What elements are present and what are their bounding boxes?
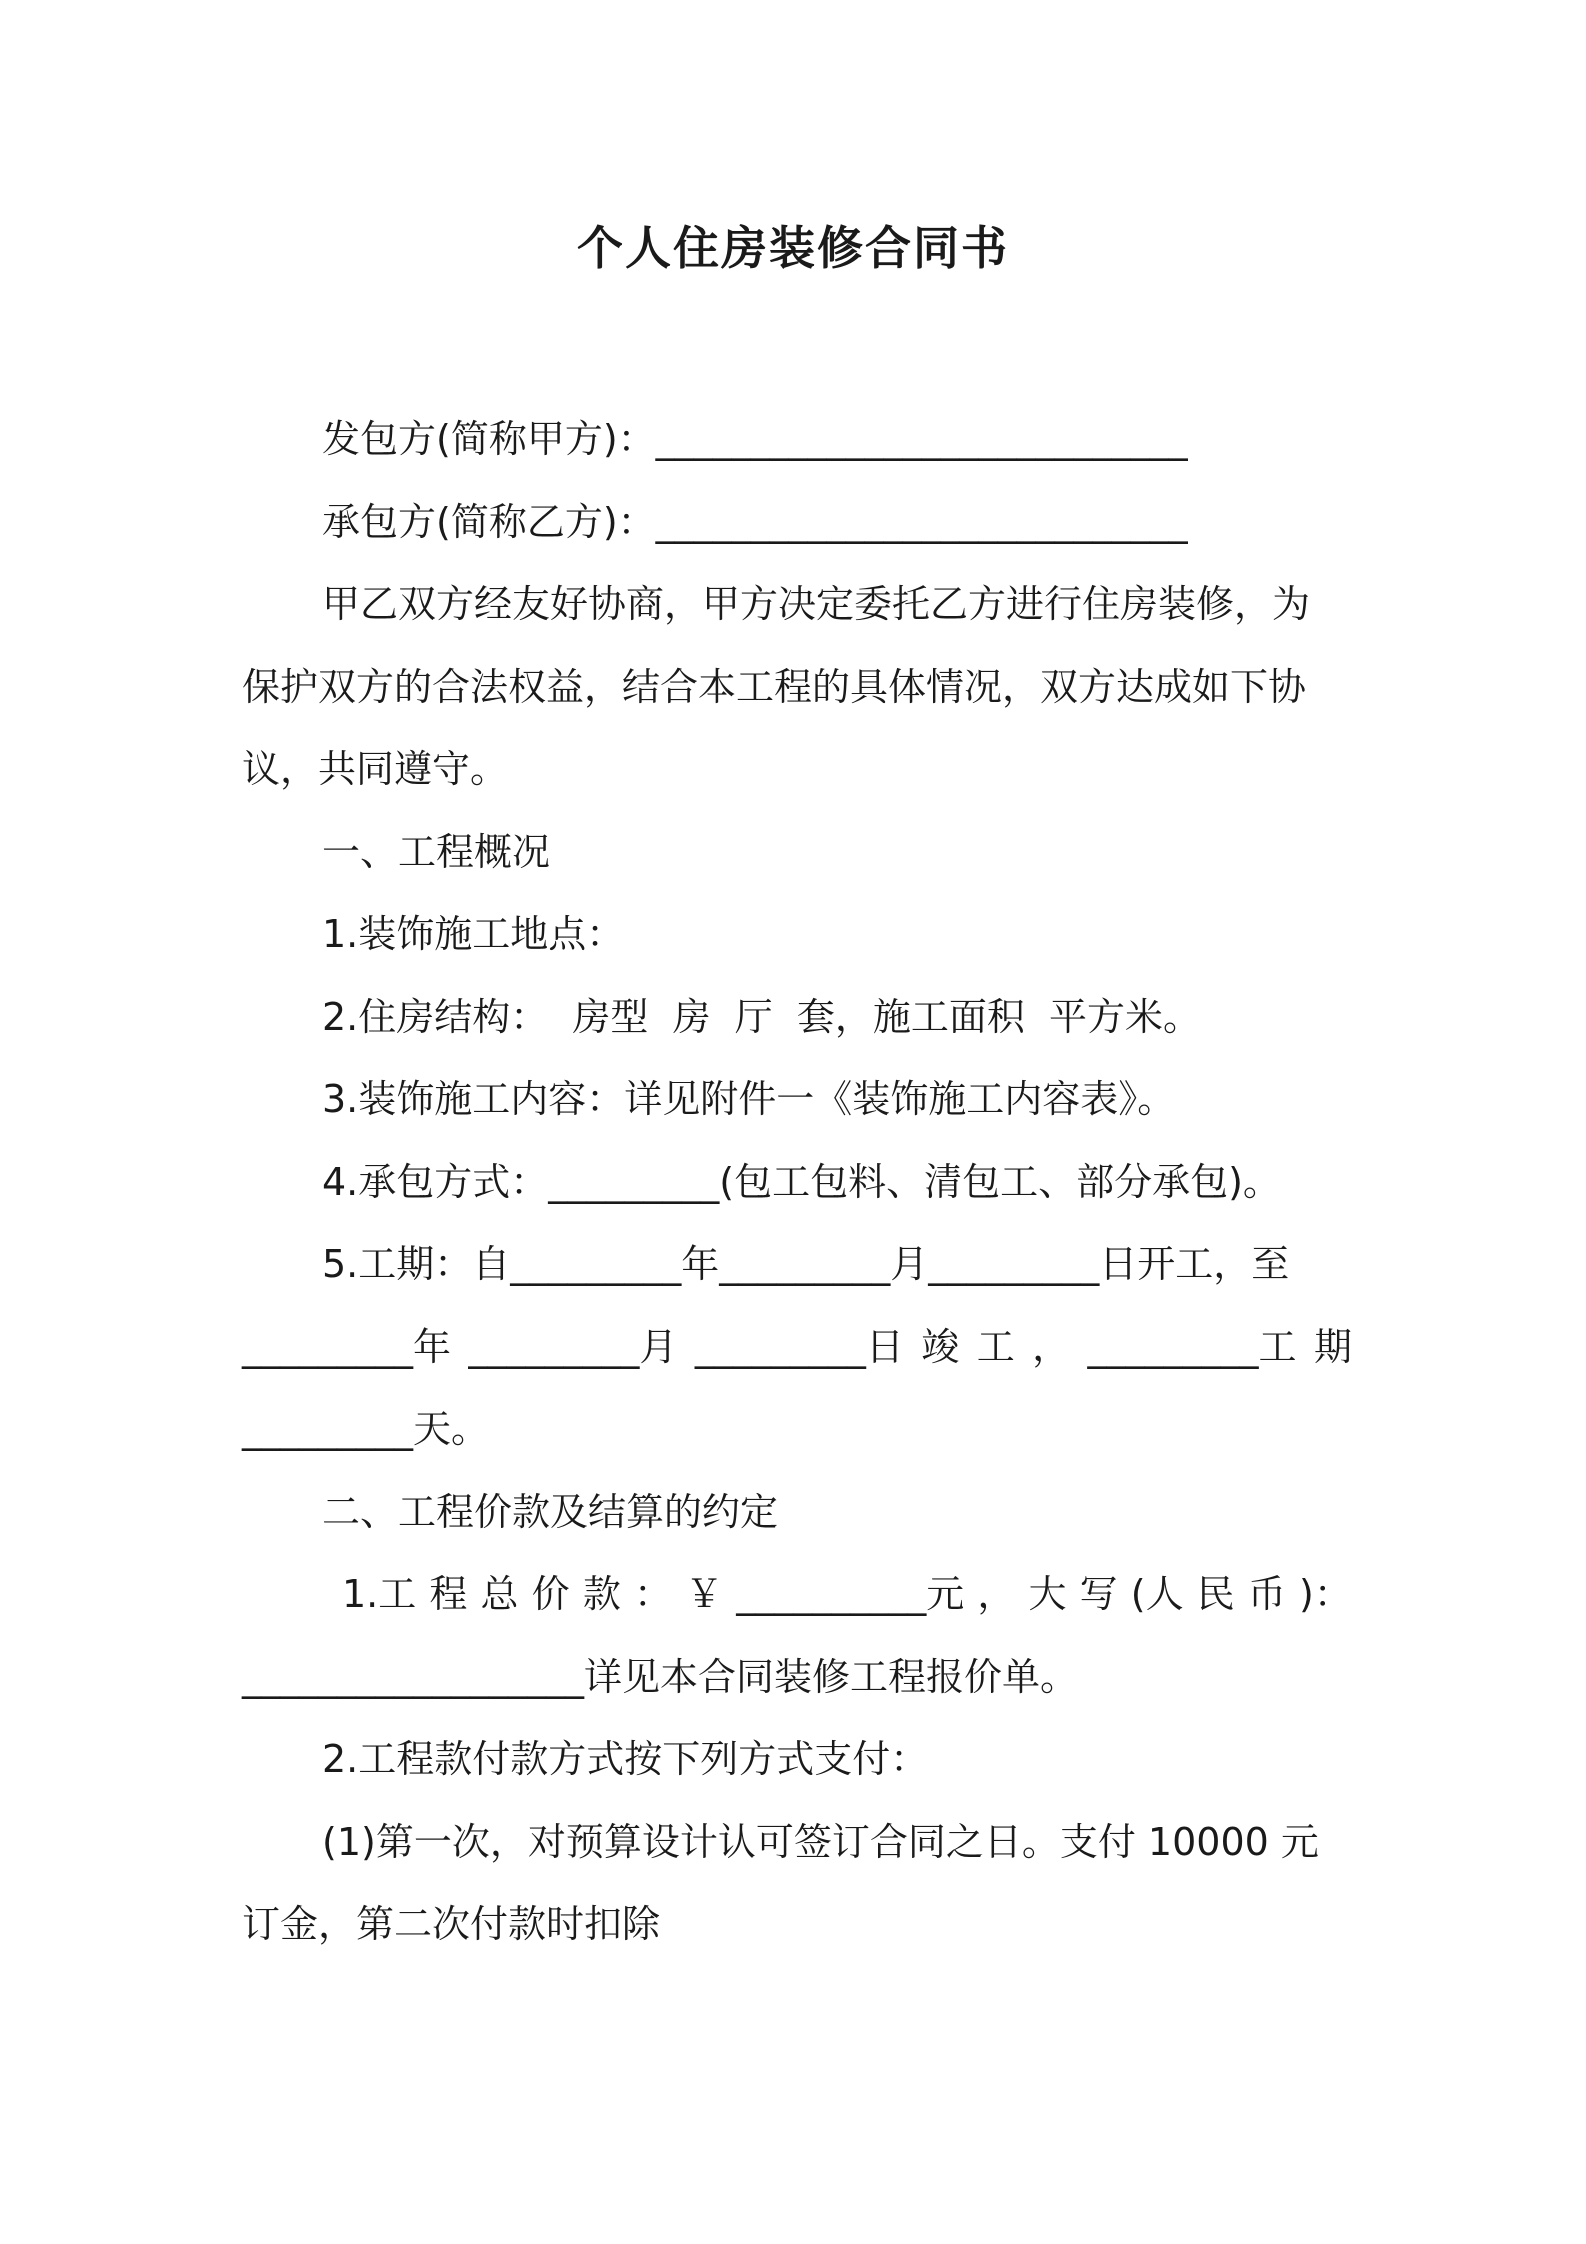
item-4-contract-method: 4.承包方式：_________(包工包料、清包工、部分承包)。 bbox=[322, 1159, 1281, 1204]
section-1-heading: 一、工程概况 bbox=[322, 829, 551, 874]
period-part: _________年 bbox=[242, 1324, 452, 1369]
payment-1-line-2: 订金，第二次付款时扣除 bbox=[242, 1902, 661, 1946]
item-5-period-line-2 bbox=[242, 1306, 1352, 1389]
intro-line-2: 保护双方的合法权益，结合本工程的具体情况，双方达成如下协 bbox=[242, 664, 1307, 709]
document-body bbox=[242, 398, 1352, 1966]
party-a-line: 发包方(简称甲方)：____________________________ bbox=[322, 417, 1188, 461]
price-part: 大 bbox=[1028, 1572, 1067, 1616]
item-5-period-line-1: 5.工期：自_________年_________月_________日开工，至 bbox=[322, 1242, 1290, 1286]
item-3-content: 3.装饰施工内容：详见附件一《装饰施工内容表》。 bbox=[322, 1077, 1176, 1121]
price-part: 款 bbox=[582, 1572, 621, 1616]
period-part: ， bbox=[1032, 1324, 1071, 1369]
price-part: __________元 bbox=[736, 1572, 965, 1616]
price-part: 程 bbox=[429, 1572, 468, 1616]
period-part: _________月 bbox=[468, 1324, 678, 1369]
item-5-period-line-3: _________天。 bbox=[242, 1407, 490, 1451]
price-part: )： bbox=[1299, 1572, 1352, 1616]
price-part: 写 bbox=[1079, 1572, 1118, 1616]
price-part: ： bbox=[633, 1572, 672, 1616]
period-part: _________日 bbox=[694, 1324, 904, 1369]
price-part: 币 bbox=[1247, 1572, 1286, 1616]
price-part: 总 bbox=[480, 1572, 519, 1616]
price-line-2: __________________详见本合同装修工程报价单。 bbox=[242, 1654, 1079, 1699]
price-part: ， bbox=[977, 1572, 1016, 1616]
price-part: (人 bbox=[1130, 1572, 1184, 1616]
price-part: 价 bbox=[531, 1572, 570, 1616]
price-line-1 bbox=[242, 1553, 1352, 1636]
section-2-heading: 二、工程价款及结算的约定 bbox=[322, 1489, 779, 1534]
period-part: 工 bbox=[976, 1324, 1015, 1369]
price-part: 民 bbox=[1196, 1572, 1235, 1616]
document-title: 个人住房装修合同书 bbox=[577, 221, 1009, 275]
price-part: 1.工 bbox=[342, 1572, 417, 1616]
party-b-line: 承包方(简称乙方)：____________________________ bbox=[322, 499, 1188, 544]
intro-line-3: 议，共同遵守。 bbox=[242, 747, 509, 791]
period-part: _________工 bbox=[1087, 1324, 1297, 1369]
item-1-location: 1.装饰施工地点： bbox=[322, 912, 625, 956]
intro-line-1: 甲乙双方经友好协商，甲方决定委托乙方进行住房装修，为 bbox=[322, 582, 1311, 626]
period-part: 期 bbox=[1313, 1324, 1352, 1369]
payment-1-line-1: (1)第一次，对预算设计认可签订合同之日。支付 10000 元 bbox=[322, 1819, 1319, 1864]
period-part: 竣 bbox=[921, 1324, 960, 1369]
price-part: ￥ bbox=[685, 1572, 724, 1616]
payment-heading: 2.工程款付款方式按下列方式支付： bbox=[322, 1737, 929, 1781]
item-2-structure: 2.住房结构： 房型 房 厅 套，施工面积 平方米。 bbox=[322, 994, 1202, 1039]
